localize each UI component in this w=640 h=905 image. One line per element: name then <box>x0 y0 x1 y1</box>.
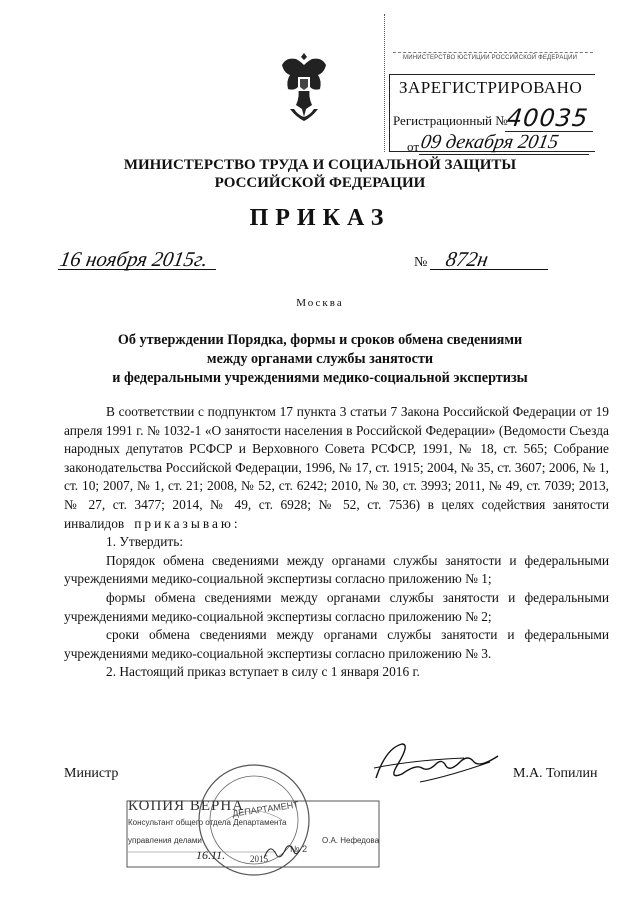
item-2: 2. Настоящий приказ вступает в силу с 1 января 2016 г. <box>106 664 420 680</box>
copy-stamp-title: КОПИЯ ВЕРНА <box>128 798 245 814</box>
intro-text: В соответствии с подпунктом 17 пункта 3 статьи 7 Закона Российской Федерации от 19 апреля 1991 г. № 1032-1 «О занятости населения в Российской Федерации» (Ведомости Съезда народных депутатов РСФСР и Верховного Совета РСФСР, 1991, № 18, ст. 565; Собрание законодательства Российской Федерации, 1996, № 17, ст. 1915; 2004, № 35, ст. 3607; 2006, № 1, ст. 10; 2007, № 1, ст. 21; 2008, № 52, ст. 6242; 2010, № 30, ст. 3993; 2011, № 49, ст. 7039; 2013, № 27, ст. 3477; 2014, № 49, ст. 6928; № 52, ст. 7536) в целях содействия занятости инвалидов <box>64 404 609 531</box>
stamp-divider <box>393 52 593 53</box>
ministry-line-2: РОССИЙСКОЙ ФЕДЕРАЦИИ <box>214 175 426 191</box>
registration-number-value: 40035 <box>505 104 590 132</box>
item-1: 1. Утвердить: <box>106 534 184 550</box>
paragraph-forms: формы обмена сведениями между органами службы занятости и федеральными учреждениями медико-социальной экспертизы согласно приложению № 2; <box>64 589 609 624</box>
copy-stamp-person: О.А. Нефедова <box>322 836 380 845</box>
document-heading <box>0 331 640 388</box>
registration-stamp <box>384 14 600 152</box>
double-headed-eagle-emblem <box>276 47 332 127</box>
copy-stamp-department: управления делами <box>128 836 202 845</box>
registration-date-value: 09 декабря 2015 <box>419 131 561 153</box>
order-date-underline <box>58 269 216 270</box>
intro-paragraph <box>64 403 609 533</box>
minister-label: Министр <box>64 766 119 781</box>
order-date: 16 ноября 2015г. <box>57 247 210 271</box>
order-number-sign: № <box>414 255 428 270</box>
order-number-underline <box>430 269 548 270</box>
seal-number: № 2 <box>290 844 308 854</box>
city: Москва <box>296 297 344 309</box>
order-number: 872н <box>443 247 491 271</box>
paragraph-terms: сроки обмена сведениями между органами службы занятости и федеральными учреждениями медико-социальной экспертизы согласно приложению № 3. <box>64 627 609 661</box>
ministry-name <box>0 156 640 192</box>
copy-stamp-date: 16.11. <box>196 848 226 862</box>
order-word: приказываю: <box>134 515 241 531</box>
ministry-line-1: МИНИСТЕРСТВО ТРУДА И СОЦИАЛЬНОЙ ЗАЩИТЫ <box>123 157 517 173</box>
heading-line-1: Об утверждении Порядка, формы и сроков обмена сведениями <box>117 332 523 348</box>
copy-stamp-signature <box>262 840 302 864</box>
registration-title: ЗАРЕГИСТРИРОВАНО <box>399 78 583 97</box>
copy-stamp-year: 2015 <box>250 854 268 864</box>
handwritten-signature <box>370 738 510 788</box>
heading-line-2: между органами службы занятости <box>206 351 434 367</box>
minister-name: М.А. Топилин <box>513 766 598 781</box>
seal-text: ДЕПАРТАМЕНТ <box>231 799 300 819</box>
paragraph-procedure: Порядок обмена сведениями между органами службы занятости и федеральными учреждениями медико-социальной экспертизы согласно приложению № 1; <box>64 552 609 587</box>
document-body <box>64 403 609 682</box>
registration-small-text: МИНИСТЕРСТВО ЮСТИЦИИ РОССИЙСКОЙ ФЕДЕРАЦИИ <box>403 55 578 61</box>
registration-date-label: от <box>407 139 420 154</box>
order-title: ПРИКАЗ <box>249 205 391 231</box>
registration-number-label: Регистрационный № <box>393 113 508 128</box>
registration-date-underline <box>419 154 589 155</box>
copy-stamp-position: Консультант общего отдела Департамента <box>128 818 287 827</box>
heading-line-3: и федеральными учреждениями медико-социальной экспертизы <box>112 370 528 386</box>
